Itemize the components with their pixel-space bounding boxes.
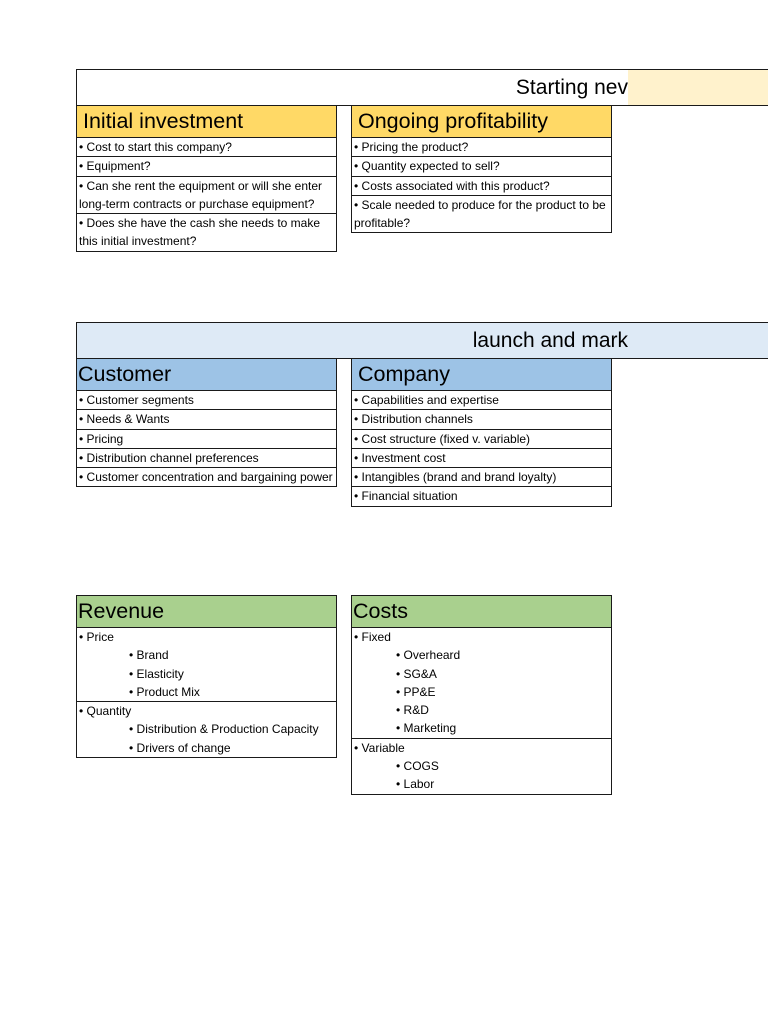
quantity-group xyxy=(77,702,336,758)
list-item: • Pricing xyxy=(77,430,336,449)
costs-heading: Costs xyxy=(352,596,611,628)
list-item: • Costs associated with this product? xyxy=(352,177,611,196)
banner-background-right xyxy=(628,70,768,105)
list-item: • SG&A xyxy=(396,666,437,681)
list-item: • Pricing the product? xyxy=(352,138,611,157)
list-item: • Cost to start this company? xyxy=(77,138,336,157)
list-item: • Customer segments xyxy=(77,391,336,410)
list-item: • Intangibles (brand and brand loyalty) xyxy=(352,468,611,487)
list-item: • Can she rent the equipment or will she enter long-term contracts or purchase equipment? xyxy=(77,177,336,215)
list-item: • Financial situation xyxy=(352,487,611,506)
list-item: • Price xyxy=(79,630,114,644)
list-item: • Needs & Wants xyxy=(77,410,336,429)
company-heading: Company xyxy=(352,359,611,391)
list-item: • Customer concentration and bargaining power xyxy=(77,468,336,487)
list-item: • Distribution channels xyxy=(352,410,611,429)
list-item: • Investment cost xyxy=(352,449,611,468)
company-box xyxy=(351,359,612,507)
list-item: • Elasticity xyxy=(129,666,184,681)
initial-investment-heading: Initial investment xyxy=(77,106,336,138)
costs-box xyxy=(351,595,612,795)
customer-heading: Customer xyxy=(77,359,336,391)
section1-title: Starting nev xyxy=(515,75,628,99)
fixed-group xyxy=(352,628,611,739)
section1-banner xyxy=(76,69,768,106)
section2-banner xyxy=(76,322,768,359)
list-item: • Drivers of change xyxy=(129,740,231,755)
list-item: • Distribution channel preferences xyxy=(77,449,336,468)
price-group xyxy=(77,628,336,702)
list-item: • Product Mix xyxy=(129,684,200,699)
customer-box xyxy=(76,359,337,487)
variable-group xyxy=(352,739,611,795)
list-item: • Labor xyxy=(396,777,435,792)
list-item: • Marketing xyxy=(396,721,457,736)
list-item: • Quantity xyxy=(79,704,132,719)
list-item: • Scale needed to produce for the product to be profitable? xyxy=(352,196,611,234)
list-item: • Brand xyxy=(129,648,169,663)
list-item: • Fixed xyxy=(354,630,391,644)
ongoing-profitability-box xyxy=(351,106,612,233)
ongoing-profitability-heading: Ongoing profitability xyxy=(352,106,611,138)
list-item: • Does she have the cash she needs to make this initial investment? xyxy=(77,214,336,252)
list-item: • Distribution & Production Capacity xyxy=(129,722,319,737)
section2-title: launch and mark xyxy=(472,328,628,352)
list-item: • Cost structure (fixed v. variable) xyxy=(352,430,611,449)
banner-background-right xyxy=(628,323,768,358)
list-item: • R&D xyxy=(396,703,429,718)
list-item: • Quantity expected to sell? xyxy=(352,157,611,176)
initial-investment-box xyxy=(76,106,337,252)
list-item: • Equipment? xyxy=(77,157,336,176)
list-item: • Overheard xyxy=(396,648,461,663)
list-item: • COGS xyxy=(396,759,439,774)
list-item: • Capabilities and expertise xyxy=(352,391,611,410)
revenue-box xyxy=(76,595,337,758)
list-item: • Variable xyxy=(354,740,405,755)
list-item: • PP&E xyxy=(396,684,436,699)
revenue-heading: Revenue xyxy=(77,596,336,628)
